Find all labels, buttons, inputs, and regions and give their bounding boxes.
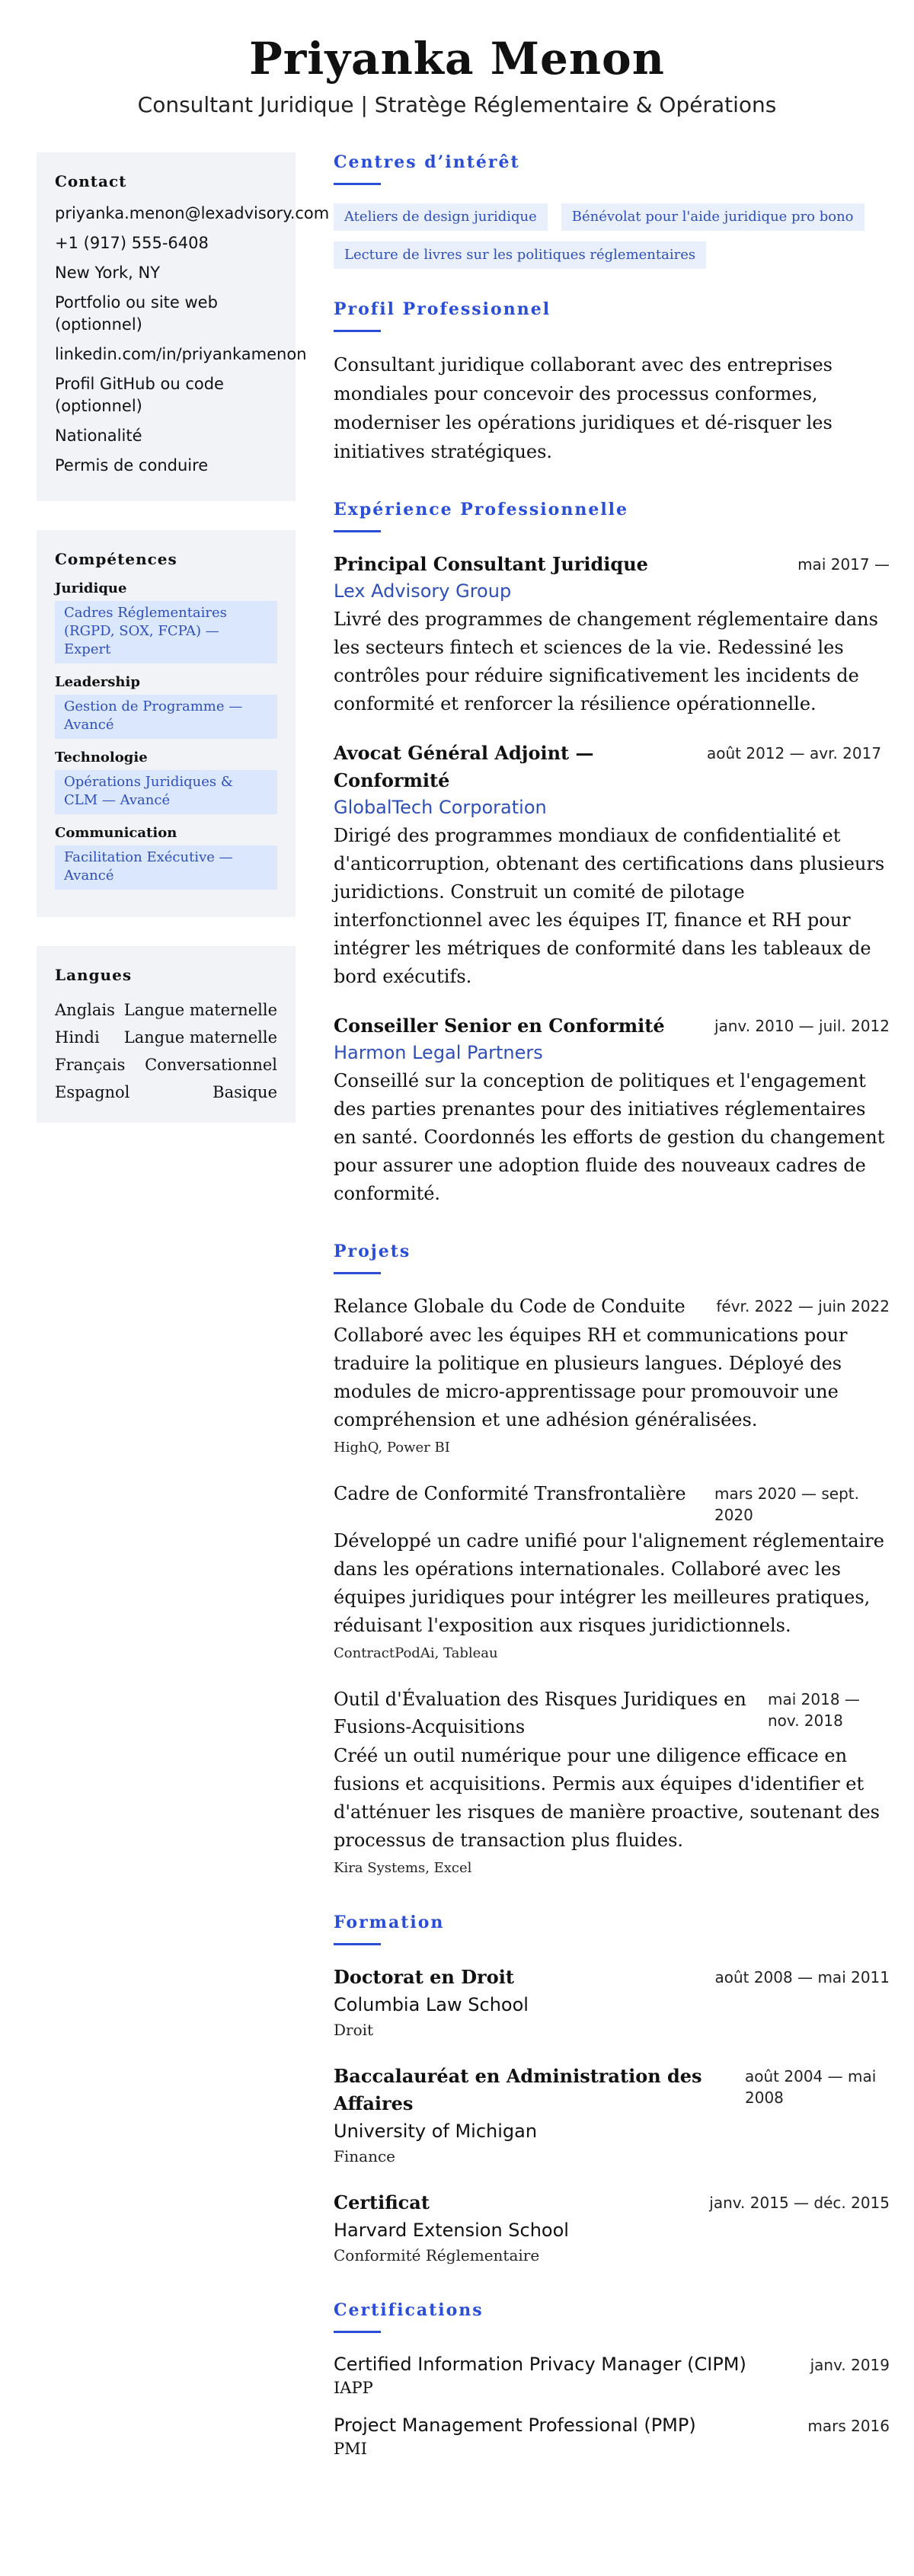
interest-tags <box>334 203 890 269</box>
interest-tag: Lecture de livres sur les politiques réglementaires <box>334 241 706 269</box>
language-row <box>55 1024 277 1051</box>
certification-issuer: IAPP <box>334 2379 373 2397</box>
project-name: Relance Globale du Code de Conduite <box>334 1296 686 1317</box>
project-dates: mai 2018 — nov. 2018 <box>768 1690 860 1730</box>
project-tools: HighQ, Power BI <box>334 1440 450 1456</box>
certification-name: Project Management Professional (PMP) <box>334 2415 696 2436</box>
job-title: Principal Consultant Juridique <box>334 553 648 575</box>
project-dates: mars 2020 — sept. 2020 <box>714 1485 859 1524</box>
section-divider <box>334 330 381 332</box>
contact-github: Profil GitHub ou code (optionnel) <box>55 375 224 415</box>
language-level: Conversationnel <box>145 1056 277 1074</box>
field-of-study: Droit <box>334 2021 374 2039</box>
company-name: GlobalTech Corporation <box>334 797 547 818</box>
language-name: Espagnol <box>55 1083 130 1101</box>
section-title: Profil Professionnel <box>334 299 551 319</box>
field-of-study: Finance <box>334 2147 395 2165</box>
project-description: Développé un cadre unifié pour l'alignement réglementaire dans les opérations internationales. Collaboré avec les équipes juridiques pour intégrer les meilleures pratiques, réduisant l'exposition aux risques juridictionnels. <box>334 1530 884 1636</box>
projects-section <box>334 1242 890 1879</box>
section-divider <box>334 2331 381 2333</box>
school-name: University of Michigan <box>334 2121 538 2142</box>
contact-box <box>37 152 330 501</box>
language-row <box>55 1051 277 1079</box>
resume-header <box>0 0 914 119</box>
section-title: Projets <box>334 1242 411 1261</box>
job-dates: janv. 2010 — juil. 2012 <box>714 1017 890 1035</box>
contact-phone[interactable]: +1 (917) 555-6408 <box>55 234 209 252</box>
contact-location: New York, NY <box>55 264 161 282</box>
section-title: Formation <box>334 1913 445 1932</box>
job-title: Conseiller Senior en Conformité <box>334 1015 665 1037</box>
certification-date: janv. 2019 <box>810 2356 890 2374</box>
section-divider <box>334 1943 381 1945</box>
experience-entry <box>334 740 890 991</box>
project-entry <box>334 1686 890 1879</box>
certification-entry <box>334 2351 890 2399</box>
education-dates: janv. 2015 — déc. 2015 <box>709 2194 890 2212</box>
languages-title: Langues <box>55 966 133 984</box>
section-title: Centres d’intérêt <box>334 152 520 172</box>
candidate-name: Priyanka Menon <box>249 33 665 85</box>
skill-category-technology: Technologie <box>55 749 148 765</box>
skill-category-leadership: Leadership <box>55 674 140 690</box>
education-dates: août 2004 — mai 2008 <box>745 2067 877 2107</box>
section-divider <box>334 530 381 532</box>
language-name: Hindi <box>55 1028 100 1047</box>
education-dates: août 2008 — mai 2011 <box>714 1968 890 1986</box>
project-entry <box>334 1293 890 1459</box>
job-dates: mai 2017 — <box>797 555 890 574</box>
job-description: Livré des programmes de changement réglementaire dans les secteurs fintech et sciences de la vie. Redessiné les contrôles pour réduire significativement les incidents de conformité et renforcer la résilience opérationnelle. <box>334 609 878 714</box>
job-dates: août 2012 — avr. 2017 <box>707 744 882 762</box>
company-name: Harmon Legal Partners <box>334 1042 543 1063</box>
language-level: Langue maternelle <box>123 1001 277 1019</box>
interest-tag: Ateliers de design juridique <box>334 203 548 231</box>
section-divider <box>334 1272 381 1274</box>
education-entry <box>334 1964 890 2041</box>
project-entry <box>334 1480 890 1664</box>
interest-tag: Bénévolat pour l'aide juridique pro bono <box>561 203 864 231</box>
interests-section <box>334 152 890 269</box>
section-title: Expérience Professionnelle <box>334 500 629 519</box>
experience-entry <box>334 1012 890 1208</box>
skill-category-legal: Juridique <box>55 580 127 596</box>
skill-chip: Gestion de Programme — Avancé <box>55 695 277 739</box>
section-title: Certifications <box>334 2300 484 2320</box>
project-tools: Kira Systems, Excel <box>334 1860 472 1876</box>
school-name: Harvard Extension School <box>334 2220 569 2241</box>
contact-nationality: Nationalité <box>55 427 142 445</box>
project-description: Collaboré avec les équipes RH et communications pour traduire la politique en plusieurs langues. Déployé des modules de micro-apprentissage pour promouvoir une compréhension et une adhésion généralisées. <box>334 1325 848 1430</box>
education-entry <box>334 2189 890 2267</box>
language-level: Basique <box>213 1083 277 1101</box>
language-name: Anglais <box>55 1001 115 1019</box>
project-tools: ContractPodAi, Tableau <box>334 1645 498 1661</box>
degree-name: Certificat <box>334 2191 430 2213</box>
contact-driving-licence: Permis de conduire <box>55 456 209 475</box>
certification-entry <box>334 2412 890 2459</box>
degree-name: Doctorat en Droit <box>334 1966 514 1988</box>
contact-linkedin[interactable]: linkedin.com/in/priyankamenon <box>55 345 307 363</box>
skill-chip: Opérations Juridiques & CLM — Avancé <box>55 770 277 814</box>
experience-section <box>334 500 890 1208</box>
project-dates: févr. 2022 — juin 2022 <box>716 1297 890 1315</box>
project-description: Créé un outil numérique pour une diligence efficace en fusions et acquisitions. Permis aux équipes d'identifier et d'atténuer les risques de manière proactive, soutenant des processus de transaction plus fluides. <box>334 1745 880 1851</box>
school-name: Columbia Law School <box>334 1994 529 2015</box>
job-title: Avocat Général Adjoint — Conformité <box>334 742 594 791</box>
contact-email[interactable]: priyanka.menon@lexadvisory.com <box>55 204 330 222</box>
language-level: Langue maternelle <box>123 1028 277 1047</box>
education-entry <box>334 2063 890 2168</box>
field-of-study: Conformité Réglementaire <box>334 2246 540 2264</box>
skill-chip: Cadres Réglementaires (RGPD, SOX, FCPA) — Expert <box>55 601 277 663</box>
main-content <box>334 152 890 2482</box>
skill-chip: Facilitation Exécutive — Avancé <box>55 845 277 890</box>
language-name: Français <box>55 1056 126 1074</box>
experience-entry <box>334 551 890 718</box>
company-name: Lex Advisory Group <box>334 580 512 602</box>
languages-box <box>37 946 296 1123</box>
sidebar <box>37 152 330 1152</box>
project-name: Outil d'Évaluation des Risques Juridiques en Fusions-Acquisitions <box>334 1689 746 1737</box>
skills-title: Compétences <box>55 550 177 568</box>
skill-category-communication: Communication <box>55 825 177 841</box>
certification-date: mars 2016 <box>807 2417 890 2435</box>
job-description: Dirigé des programmes mondiaux de confidentialité et d'anticorruption, obtenant des certifications dans plusieurs juridictions. Construit un comité de pilotage interfonctionnel avec les équipes IT, finance et RH pour intégrer les métriques de conformité dans les tableaux de bord exécutifs. <box>334 825 885 987</box>
contact-title: Contact <box>55 172 127 190</box>
profile-summary: Consultant juridique collaborant avec des entreprises mondiales pour concevoir des processus conformes, moderniser les opérations juridiques et dé-risquer les initiatives stratégiques. <box>334 354 833 462</box>
education-section <box>334 1913 890 2267</box>
job-description: Conseillé sur la conception de politiques et l'engagement des parties prenantes pour des initiatives réglementaires en santé. Coordonnés les efforts de gestion du changement pour assurer une adoption fluide des nouveaux cadres de conformité. <box>334 1070 885 1204</box>
language-row <box>55 1079 277 1106</box>
language-row <box>55 996 277 1024</box>
contact-portfolio: Portfolio ou site web (optionnel) <box>55 293 218 334</box>
section-divider <box>334 183 381 185</box>
degree-name: Baccalauréat en Administration des Affaires <box>334 2065 702 2114</box>
skills-box <box>37 530 296 917</box>
profile-section <box>334 299 890 466</box>
certification-issuer: PMI <box>334 2440 367 2458</box>
project-name: Cadre de Conformité Transfrontalière <box>334 1483 686 1504</box>
certifications-section <box>334 2300 890 2459</box>
certification-name: Certified Information Privacy Manager (CIPM) <box>334 2354 746 2375</box>
candidate-tagline: Consultant Juridique | Stratège Réglementaire & Opérations <box>137 92 777 117</box>
